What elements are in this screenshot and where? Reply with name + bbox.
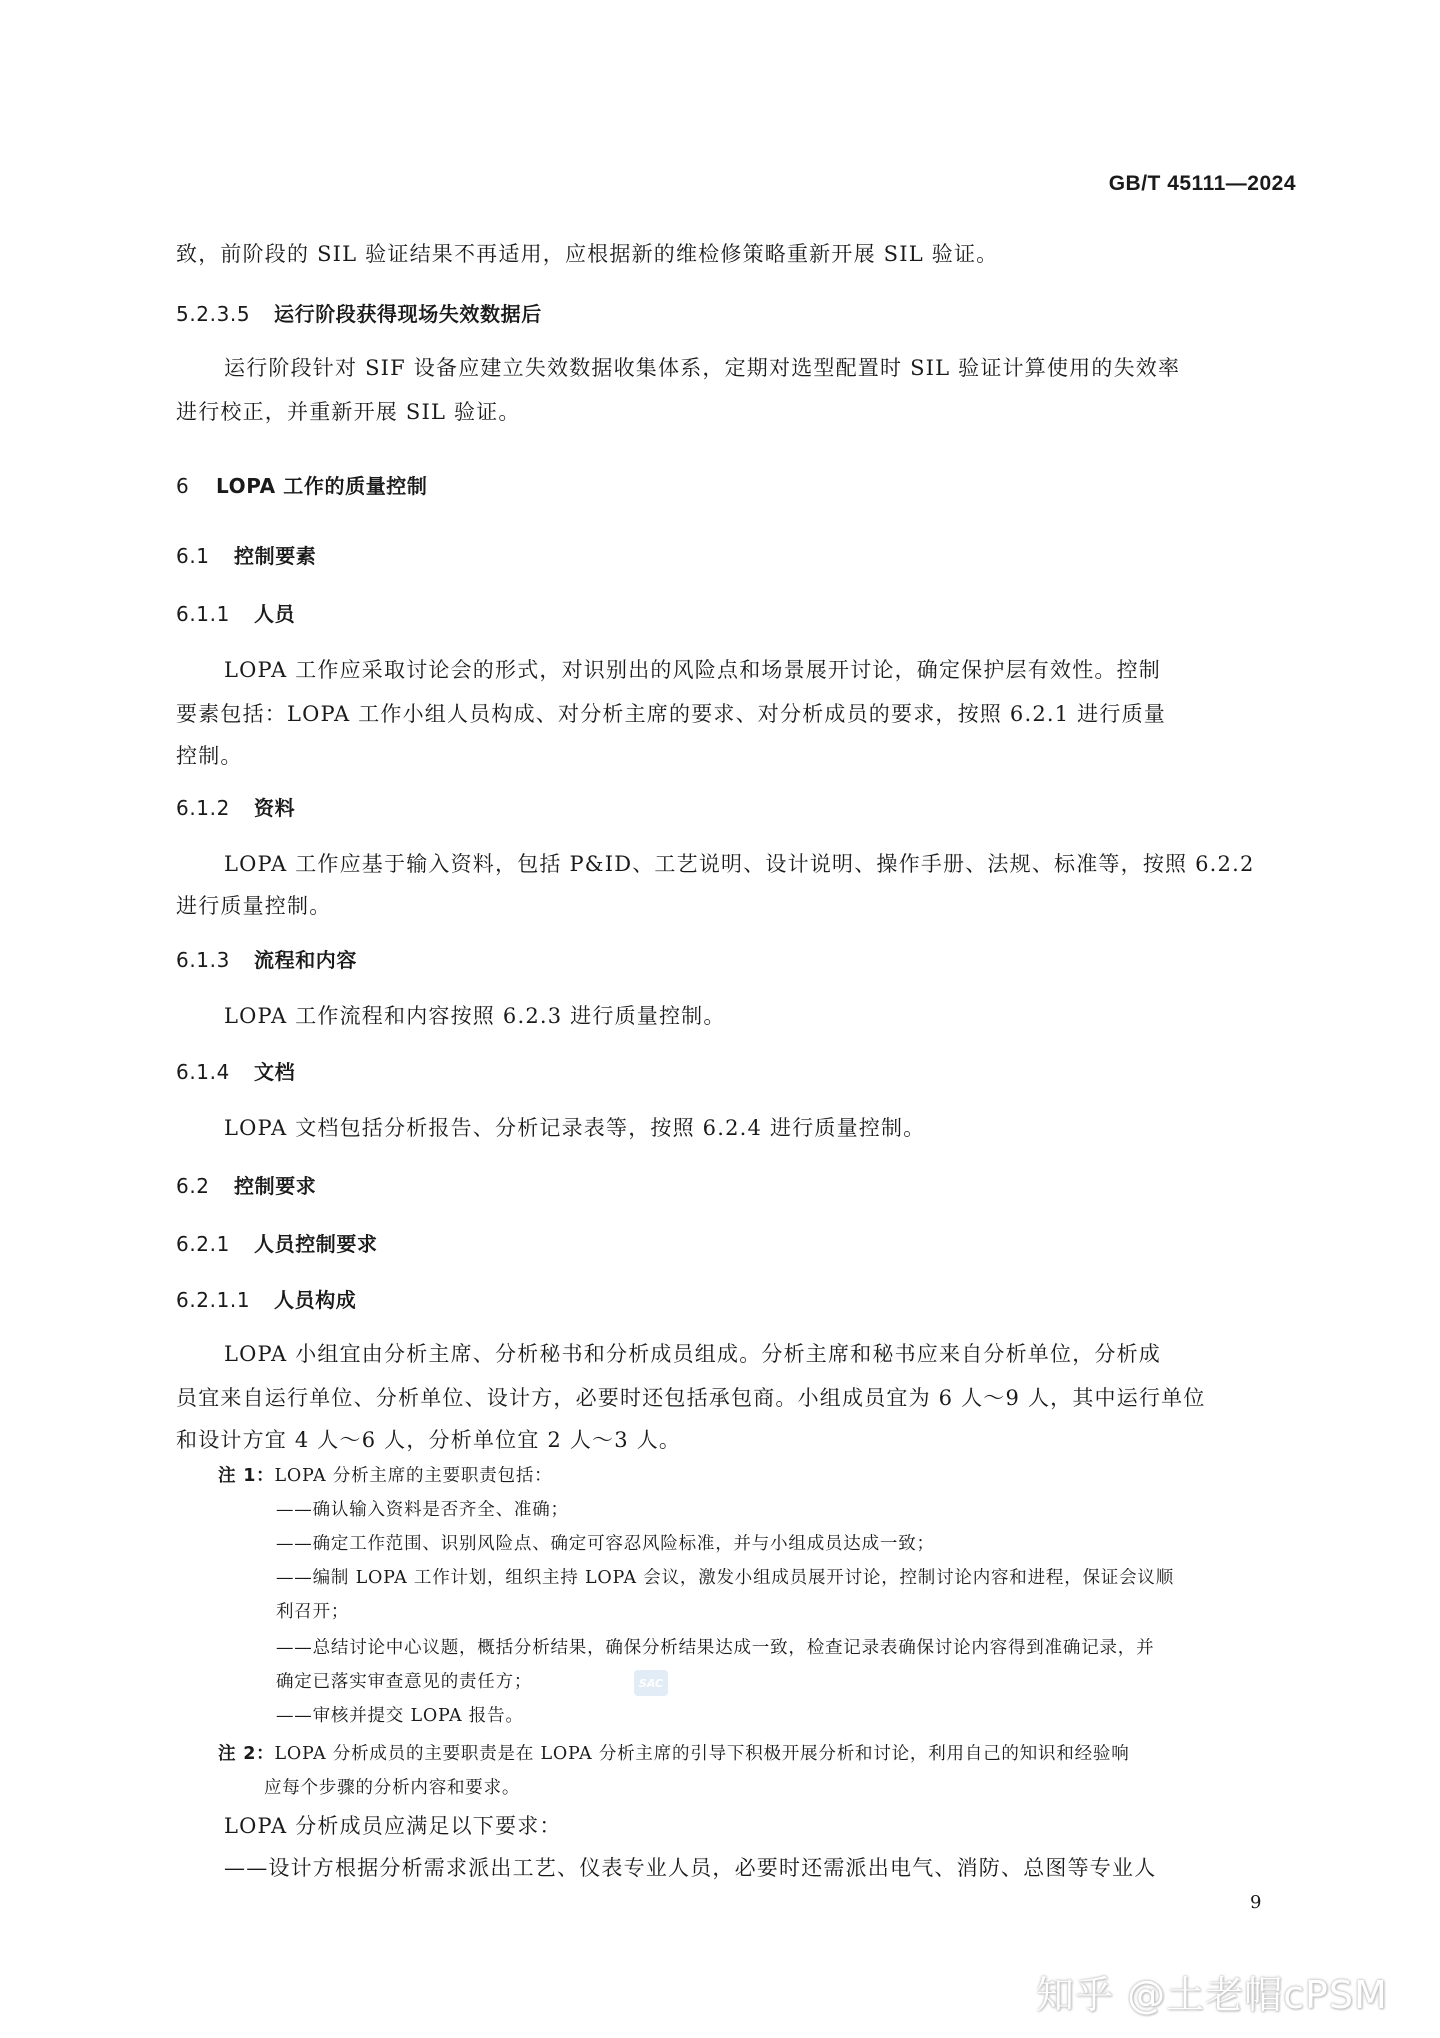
paragraph-line: 进行校正，并重新开展 SIL 验证。 bbox=[176, 400, 521, 424]
note-text: LOPA 分析主席的主要职责包括： bbox=[274, 1466, 553, 1486]
section-title: 控制要素 bbox=[234, 544, 317, 568]
section-title: 资料 bbox=[254, 796, 296, 820]
paragraph-line: 员宜来自运行单位、分析单位、设计方，必要时还包括承包商。小组成员宜为 6 人～9 人，其中运行单位 bbox=[176, 1386, 1206, 1410]
sac-stamp-logo: SAC bbox=[634, 1670, 668, 1696]
section-number: 6.1 bbox=[176, 544, 210, 568]
note-list-item: ——编制 LOPA 工作计划，组织主持 LOPA 会议，激发小组成员展开讨论，控制讨论内容和进程，保证会议顺 bbox=[276, 1568, 1174, 1588]
section-heading bbox=[176, 792, 295, 821]
note bbox=[218, 1460, 552, 1493]
note-label: 注 2： bbox=[218, 1744, 275, 1764]
note-list-item: ——总结讨论中心议题，概括分析结果，确保分析结果达成一致，检查记录表确保讨论内容得到准确记录，并 bbox=[276, 1638, 1155, 1658]
paragraph-line: LOPA 文档包括分析报告、分析记录表等，按照 6.2.4 进行质量控制。 bbox=[224, 1116, 926, 1140]
paragraph-line: LOPA 工作应采取讨论会的形式，对识别出的风险点和场景展开讨论，确定保护层有效性。控制 bbox=[224, 658, 1162, 682]
section-title: 流程和内容 bbox=[254, 948, 357, 972]
section-number: 5.2.3.5 bbox=[176, 302, 251, 326]
section-number: 6 bbox=[176, 474, 190, 498]
standard-code: GB/T 45111—2024 bbox=[1108, 172, 1296, 195]
list-item: ——设计方根据分析需求派出工艺、仪表专业人员，必要时还需派出电气、消防、总图等专业人 bbox=[224, 1856, 1157, 1880]
paragraph-line: 和设计方宜 4 人～6 人，分析单位宜 2 人～3 人。 bbox=[176, 1428, 682, 1452]
paragraph-line: 运行阶段针对 SIF 设备应建立失效数据收集体系，定期对选型配置时 SIL 验证计算使用的失效率 bbox=[224, 356, 1181, 380]
paragraph-line: 致，前阶段的 SIL 验证结果不再适用，应根据新的维检修策略重新开展 SIL 验证。 bbox=[176, 242, 999, 266]
note-text: LOPA 分析成员的主要职责是在 LOPA 分析主席的引导下积极开展分析和讨论，利用自己的知识和经验响 bbox=[274, 1744, 1130, 1764]
note-list-item: ——确定工作范围、识别风险点、确定可容忍风险标准，并与小组成员达成一致； bbox=[276, 1534, 935, 1554]
section-heading bbox=[176, 598, 295, 627]
section-title: LOPA 工作的质量控制 bbox=[216, 474, 428, 498]
note-continuation: 应每个步骤的分析内容和要求。 bbox=[264, 1778, 521, 1798]
section-heading bbox=[176, 944, 357, 973]
note bbox=[218, 1738, 1130, 1771]
section-heading bbox=[176, 1170, 316, 1199]
zhihu-watermark: 知乎 @土老帽cPSM bbox=[1036, 1973, 1388, 2017]
section-title: 人员控制要求 bbox=[254, 1232, 378, 1256]
note-list-item-continuation: 确定已落实审查意见的责任方； bbox=[276, 1672, 533, 1692]
paragraph-line: 要素包括：LOPA 工作小组人员构成、对分析主席的要求、对分析成员的要求，按照 6.2.1 进行质量 bbox=[176, 702, 1166, 726]
note-list-item: ——确认输入资料是否齐全、准确； bbox=[276, 1500, 569, 1520]
note-list-item-continuation: 利召开； bbox=[276, 1602, 350, 1622]
note-label: 注 1： bbox=[218, 1466, 275, 1486]
section-title: 人员构成 bbox=[274, 1288, 357, 1312]
section-number: 6.1.3 bbox=[176, 948, 230, 972]
section-heading bbox=[176, 298, 542, 327]
section-heading bbox=[176, 540, 316, 569]
paragraph-line: LOPA 分析成员应满足以下要求： bbox=[224, 1814, 562, 1838]
section-number: 6.1.2 bbox=[176, 796, 230, 820]
paragraph-line: LOPA 小组宜由分析主席、分析秘书和分析成员组成。分析主席和秘书应来自分析单位，分析成 bbox=[224, 1342, 1162, 1366]
paragraph-line: LOPA 工作流程和内容按照 6.2.3 进行质量控制。 bbox=[224, 1004, 726, 1028]
paragraph-line: 控制。 bbox=[176, 744, 243, 768]
paragraph-line: 进行质量控制。 bbox=[176, 894, 332, 918]
note-list-item: ——审核并提交 LOPA 报告。 bbox=[276, 1706, 524, 1726]
section-title: 控制要求 bbox=[234, 1174, 317, 1198]
section-heading bbox=[176, 1228, 378, 1257]
section-heading bbox=[176, 1056, 295, 1085]
section-number: 6.1.1 bbox=[176, 602, 230, 626]
page-number: 9 bbox=[1250, 1892, 1262, 1913]
section-number: 6.2.1 bbox=[176, 1232, 230, 1256]
section-title: 运行阶段获得现场失效数据后 bbox=[274, 302, 542, 326]
section-heading bbox=[176, 470, 428, 499]
section-number: 6.2.1.1 bbox=[176, 1288, 251, 1312]
section-title: 文档 bbox=[254, 1060, 296, 1084]
section-number: 6.2 bbox=[176, 1174, 210, 1198]
section-title: 人员 bbox=[254, 602, 296, 626]
paragraph-line: LOPA 工作应基于输入资料，包括 P&ID、工艺说明、设计说明、操作手册、法规、标准等，按照 6.2.2 bbox=[224, 852, 1255, 876]
section-heading bbox=[176, 1284, 356, 1313]
section-number: 6.1.4 bbox=[176, 1060, 230, 1084]
